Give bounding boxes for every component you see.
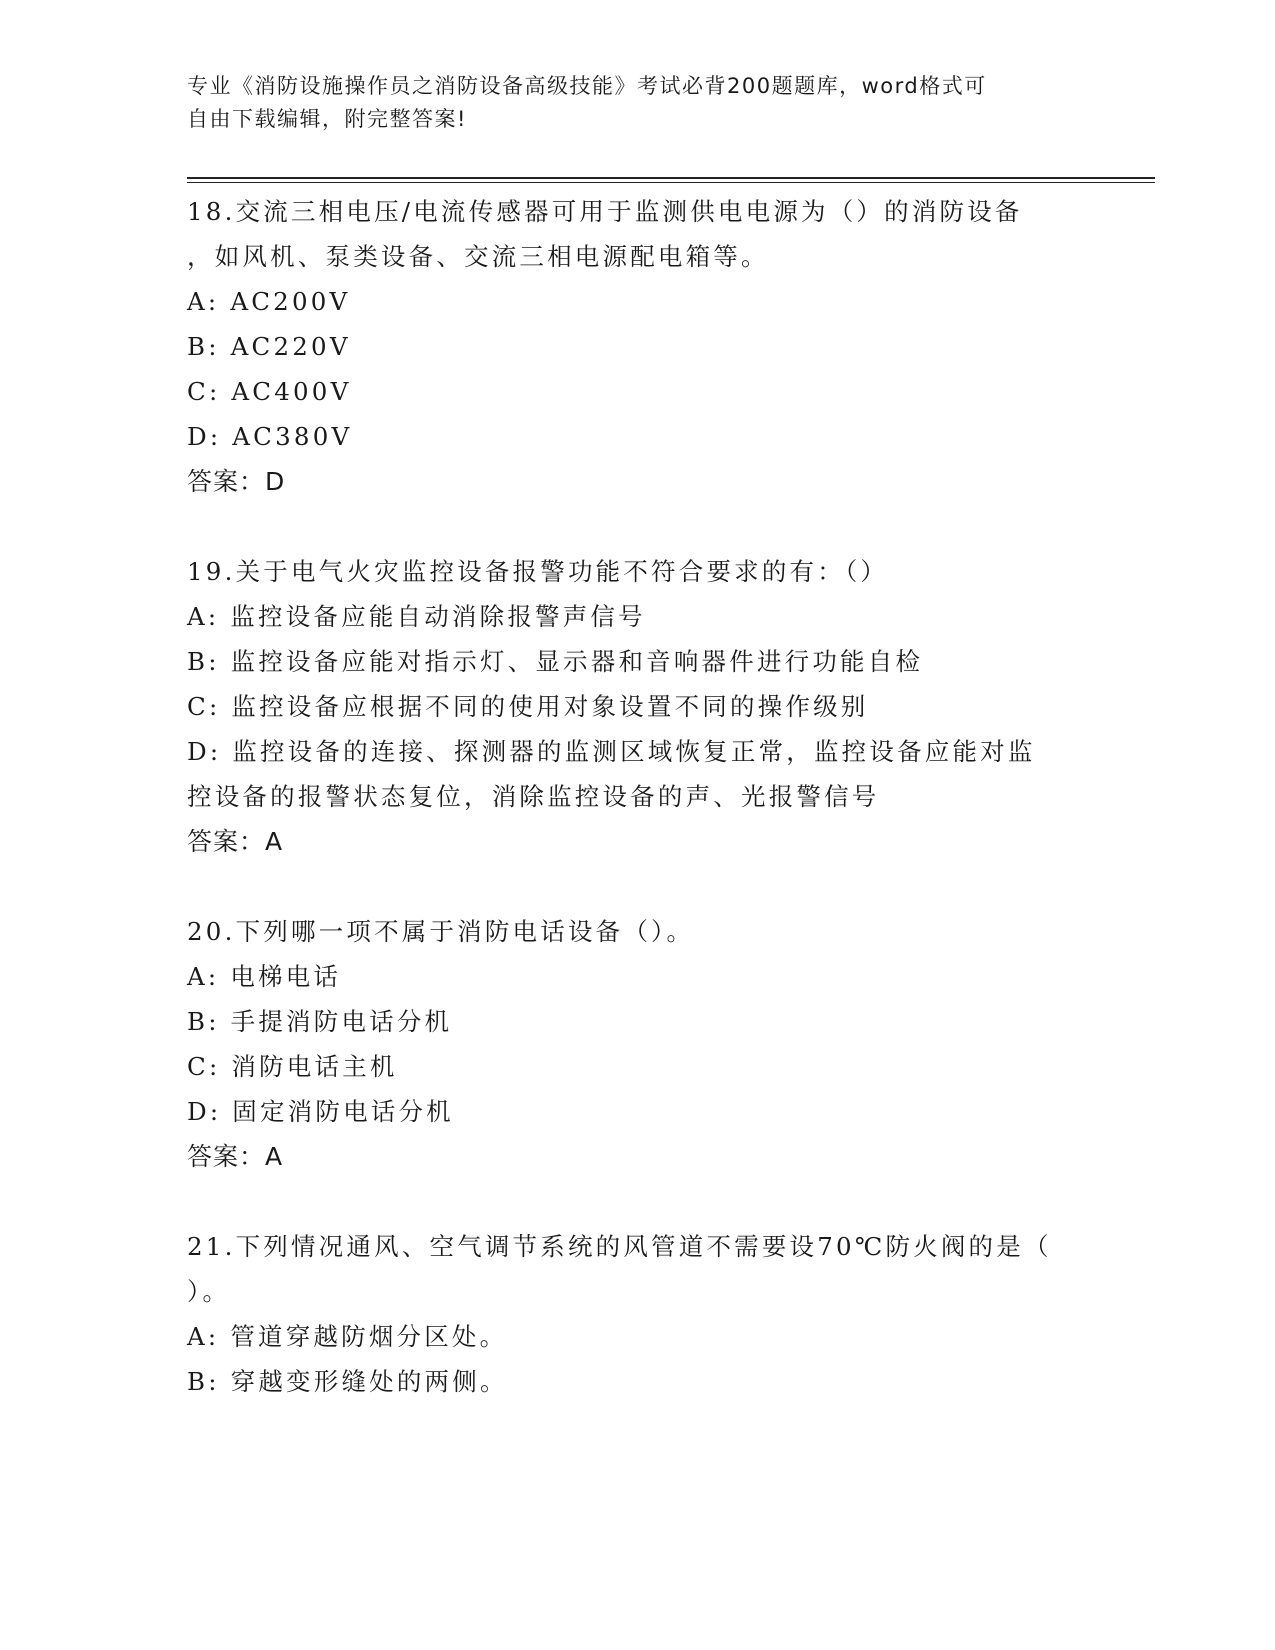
option-d: D: AC380V [187,422,353,451]
option-a: A: 监控设备应能自动消除报警声信号 [187,602,646,631]
document-header [187,70,1067,136]
answer-text: 答案：A [187,827,284,856]
option-b: B: 监控设备应能对指示灯、显示器和音响器件进行功能自检 [187,647,924,676]
option-b: B: 穿越变形缝处的两侧。 [187,1367,508,1396]
option-a: A: AC200V [187,287,351,316]
question-text: 20.下列哪一项不属于消防电话设备（）。 [187,917,695,946]
option-a: A: 管道穿越防烟分区处。 [187,1322,508,1351]
question-text: ）。 [187,1277,231,1306]
answer-text: 答案：A [187,1142,284,1171]
question-item [187,189,1087,504]
option-d-continued: 控设备的报警状态复位，消除监控设备的声、光报警信号 [187,782,880,811]
header-divider [187,177,1155,179]
header-line: 自由下载编辑，附完整答案! [187,107,467,131]
answer-text: 答案：D [187,467,286,496]
question-item [187,1224,1087,1404]
header-line: 专业《消防设施操作员之消防设备高级技能》考试必背200题题库，word格式可 [187,74,987,98]
question-item [187,549,1087,864]
header-divider [187,182,1155,183]
question-text: ，如风机、泵类设备、交流三相电源配电箱等。 [187,242,769,271]
question-item [187,909,1087,1179]
question-list [187,189,1087,1449]
option-a: A: 电梯电话 [187,962,342,991]
option-d: D: 监控设备的连接、探测器的监测区域恢复正常，监控设备应能对监 [187,737,1036,766]
option-d: D: 固定消防电话分机 [187,1097,454,1126]
option-c: C: AC400V [187,377,352,406]
question-text: 19.关于电气火灾监控设备报警功能不符合要求的有：（） [187,557,889,586]
option-c: C: 监控设备应根据不同的使用对象设置不同的操作级别 [187,692,869,721]
option-c: C: 消防电话主机 [187,1052,398,1081]
option-b: B: 手提消防电话分机 [187,1007,453,1036]
question-text: 18.交流三相电压/电流传感器可用于监测供电电源为（）的消防设备 [187,197,1023,226]
question-text: 21.下列情况通风、空气调节系统的风管道不需要设70℃防火阀的是（ [187,1232,1052,1261]
option-b: B: AC220V [187,332,351,361]
